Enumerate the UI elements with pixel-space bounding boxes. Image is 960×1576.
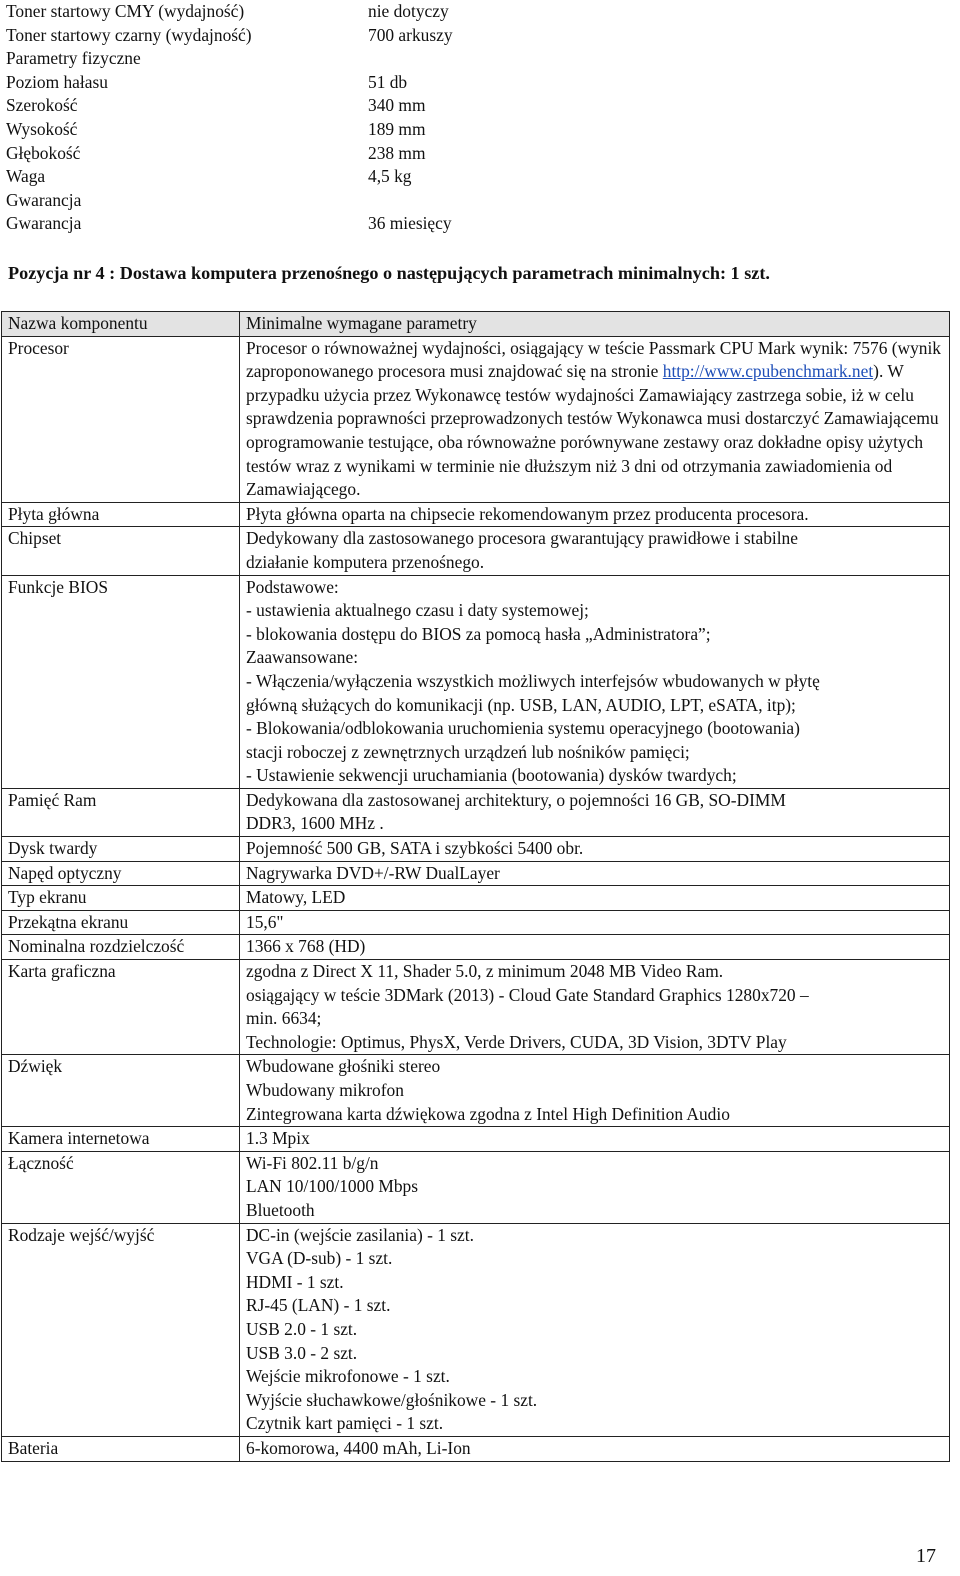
param-label: Waga [6, 166, 46, 187]
spec-value-line: Technologie: Optimus, PhysX, Verde Drivers, CUDA, 3D Vision, 3DTV Play [246, 1031, 787, 1052]
param-value [368, 189, 954, 213]
param-value: 4,5 kg [368, 166, 412, 187]
spec-value [240, 935, 950, 960]
spec-value-line: stacji roboczej z zewnętrznych urządzeń lub nośników pamięci; [246, 741, 690, 762]
header-component-name: Nazwa komponentu [2, 312, 240, 337]
spec-value [240, 910, 950, 935]
param-row [6, 71, 954, 95]
spec-table [1, 311, 950, 1462]
spec-value [240, 1223, 950, 1436]
spec-value-line: RJ-45 (LAN) - 1 szt. [246, 1295, 391, 1316]
spec-value [240, 336, 950, 502]
spec-row [2, 1436, 950, 1461]
spec-name: Płyta główna [2, 502, 240, 527]
param-row [6, 212, 954, 236]
spec-row [2, 910, 950, 935]
param-row [6, 118, 954, 142]
spec-body [2, 336, 950, 1461]
param-value: 340 mm [368, 95, 426, 116]
spec-row [2, 575, 950, 788]
param-label: Toner startowy czarny (wydajność) [6, 24, 252, 45]
spec-name: Nominalna rozdzielczość [2, 935, 240, 960]
spec-row [2, 837, 950, 862]
spec-value [240, 1055, 950, 1127]
spec-value-line: 1366 x 768 (HD) [246, 936, 366, 957]
param-value [368, 47, 954, 71]
spec-value-line: Płyta główna oparta na chipsecie rekomendowanym przez producenta procesora. [246, 503, 809, 524]
physical-params-body [6, 0, 954, 236]
param-label: Szerokość [6, 95, 78, 116]
spec-value [240, 1436, 950, 1461]
param-row [6, 165, 954, 189]
param-row [6, 47, 954, 71]
spec-name: Bateria [2, 1436, 240, 1461]
param-label: Toner startowy CMY (wydajność) [6, 1, 245, 21]
header-min-params: Minimalne wymagane parametry [240, 312, 950, 337]
spec-row [2, 788, 950, 836]
spec-value-line: osiągający w teście 3DMark (2013) - Cloud Gate Standard Graphics 1280x720 – [246, 984, 809, 1005]
spec-value-line: Dedykowany dla zastosowanego procesora gwarantujący prawidłowe i stabilne [246, 528, 798, 549]
spec-header-row [2, 312, 950, 337]
param-label: Głębokość [6, 142, 81, 163]
page-number: 17 [916, 1545, 936, 1567]
spec-value-line: Wbudowane głośniki stereo [246, 1056, 441, 1077]
spec-value-line: Pojemność 500 GB, SATA i szybkości 5400 obr. [246, 838, 584, 859]
param-row [6, 142, 954, 166]
spec-name: Procesor [2, 336, 240, 502]
spec-value [240, 1127, 950, 1152]
spec-value-line: Czytnik kart pamięci - 1 szt. [246, 1413, 444, 1434]
procesor-text-before: Procesor o równoważnej wydajności, osiągający w teście Passmark CPU Mark wynik: 7576 (wynik zaproponowanego procesora musi znajdować się na stronie [246, 337, 942, 382]
spec-value [240, 575, 950, 788]
spec-value-line: - ustawienia aktualnego czasu i daty systemowej; [246, 600, 589, 621]
param-row [6, 189, 954, 213]
spec-value-line: Nagrywarka DVD+/-RW DualLayer [246, 862, 500, 883]
spec-value [240, 527, 950, 575]
spec-value [240, 886, 950, 911]
spec-value-line: DC-in (wejście zasilania) - 1 szt. [246, 1224, 474, 1245]
spec-value-line: Wyjście słuchawkowe/głośnikowe - 1 szt. [246, 1389, 538, 1410]
spec-value-line: - Włączenia/wyłączenia wszystkich możliwych interfejsów wbudowanych w płytę [246, 670, 820, 691]
spec-value-line: Zaawansowane: [246, 647, 359, 668]
spec-value-line: Wejście mikrofonowe - 1 szt. [246, 1366, 450, 1387]
param-label: Poziom hałasu [6, 71, 108, 92]
spec-value-line: - Ustawienie sekwencji uruchamiania (bootowania) dysków twardych; [246, 765, 737, 786]
param-row [6, 24, 954, 48]
spec-value-line: USB 2.0 - 1 szt. [246, 1318, 358, 1339]
spec-name: Pamięć Ram [2, 788, 240, 836]
spec-row [2, 960, 950, 1055]
spec-name: Rodzaje wejść/wyjść [2, 1223, 240, 1436]
spec-value-line: działanie komputera przenośnego. [246, 551, 485, 572]
spec-row [2, 502, 950, 527]
spec-row [2, 886, 950, 911]
param-value: 36 miesięcy [368, 213, 452, 234]
spec-value-line: USB 3.0 - 2 szt. [246, 1342, 358, 1363]
spec-name: Dźwięk [2, 1055, 240, 1127]
spec-value-line: Bluetooth [246, 1199, 315, 1220]
param-label: Wysokość [6, 118, 78, 139]
spec-value-line: zgodna z Direct X 11, Shader 5.0, z minimum 2048 MB Video Ram. [246, 961, 724, 982]
spec-name: Kamera internetowa [2, 1127, 240, 1152]
cpubenchmark-link[interactable]: http://www.cpubenchmark.net [662, 361, 874, 382]
procesor-text-after: ). W przypadku użycia przez Wykonawcę testów wydajności Zamawiający zastrzega sobie, iż w celu sprawdzenia poprawności przeprowadzonych testów Wykonawca musi dostarczyć Zamawiającemu oprogramowanie testujące, oba równoważne porównywane zestawy oraz dokładne opisy użytych testów wraz z wynikami w terminie nie dłuższym niż 3 dni od otrzymania zawiadomienia od Zamawiającego. [246, 361, 939, 500]
spec-value [240, 502, 950, 527]
spec-value-line: HDMI - 1 szt. [246, 1271, 344, 1292]
spec-value [240, 960, 950, 1055]
spec-row [2, 1223, 950, 1436]
spec-value-line: - Blokowania/odblokowania uruchomienia systemu operacyjnego (bootowania) [246, 718, 800, 739]
spec-value-line: - blokowania dostępu do BIOS za pomocą hasła „Administratora”; [246, 623, 711, 644]
spec-value-line: 15,6" [246, 911, 284, 932]
param-value: 51 db [368, 71, 408, 92]
param-label: Gwarancja [6, 189, 82, 210]
spec-name: Łączność [2, 1151, 240, 1223]
spec-value [240, 788, 950, 836]
spec-name: Przekątna ekranu [2, 910, 240, 935]
param-value: 238 mm [368, 142, 426, 163]
spec-value-line: Dedykowana dla zastosowanej architektury, o pojemności 16 GB, SO-DIMM [246, 789, 786, 810]
spec-row [2, 527, 950, 575]
spec-row [2, 1055, 950, 1127]
spec-row [2, 861, 950, 886]
spec-value-line: główną służących do komunikacji (np. USB, LAN, AUDIO, LPT, eSATA, itp); [246, 694, 796, 715]
spec-value-line: VGA (D-sub) - 1 szt. [246, 1248, 393, 1269]
spec-name: Chipset [2, 527, 240, 575]
section-heading: Pozycja nr 4 : Dostawa komputera przenośnego o następujących parametrach minimalnych: 1 szt. [8, 263, 770, 283]
spec-value-line: min. 6634; [246, 1008, 322, 1029]
spec-value [240, 1151, 950, 1223]
spec-value-line: DDR3, 1600 MHz . [246, 813, 384, 834]
spec-value-line: Wbudowany mikrofon [246, 1080, 404, 1100]
spec-value [240, 861, 950, 886]
param-value: 700 arkuszy [368, 24, 453, 45]
param-value: 189 mm [368, 118, 426, 139]
param-label: Parametry fizyczne [6, 48, 141, 69]
spec-row [2, 935, 950, 960]
spec-value-line: Wi-Fi 802.11 b/g/n [246, 1152, 379, 1173]
spec-name: Dysk twardy [2, 837, 240, 862]
param-value: nie dotyczy [368, 1, 449, 21]
physical-params-table [6, 0, 954, 236]
spec-value-line: Podstawowe: [246, 576, 339, 597]
spec-value-line: Matowy, LED [246, 887, 346, 908]
spec-name: Karta graficzna [2, 960, 240, 1055]
param-label: Gwarancja [6, 213, 82, 234]
spec-value-line: Zintegrowana karta dźwiękowa zgodna z Intel High Definition Audio [246, 1103, 730, 1124]
spec-name: Typ ekranu [2, 886, 240, 911]
spec-name: Funkcje BIOS [2, 575, 240, 788]
param-row [6, 0, 954, 24]
spec-row [2, 1151, 950, 1223]
spec-value [240, 837, 950, 862]
spec-value-line: 1.3 Mpix [246, 1128, 310, 1149]
spec-row [2, 1127, 950, 1152]
spec-value-line: LAN 10/100/1000 Mbps [246, 1176, 418, 1197]
spec-value-line: 6-komorowa, 4400 mAh, Li-Ion [246, 1437, 471, 1458]
spec-name: Napęd optyczny [2, 861, 240, 886]
param-row [6, 94, 954, 118]
spec-row-procesor [2, 336, 950, 502]
